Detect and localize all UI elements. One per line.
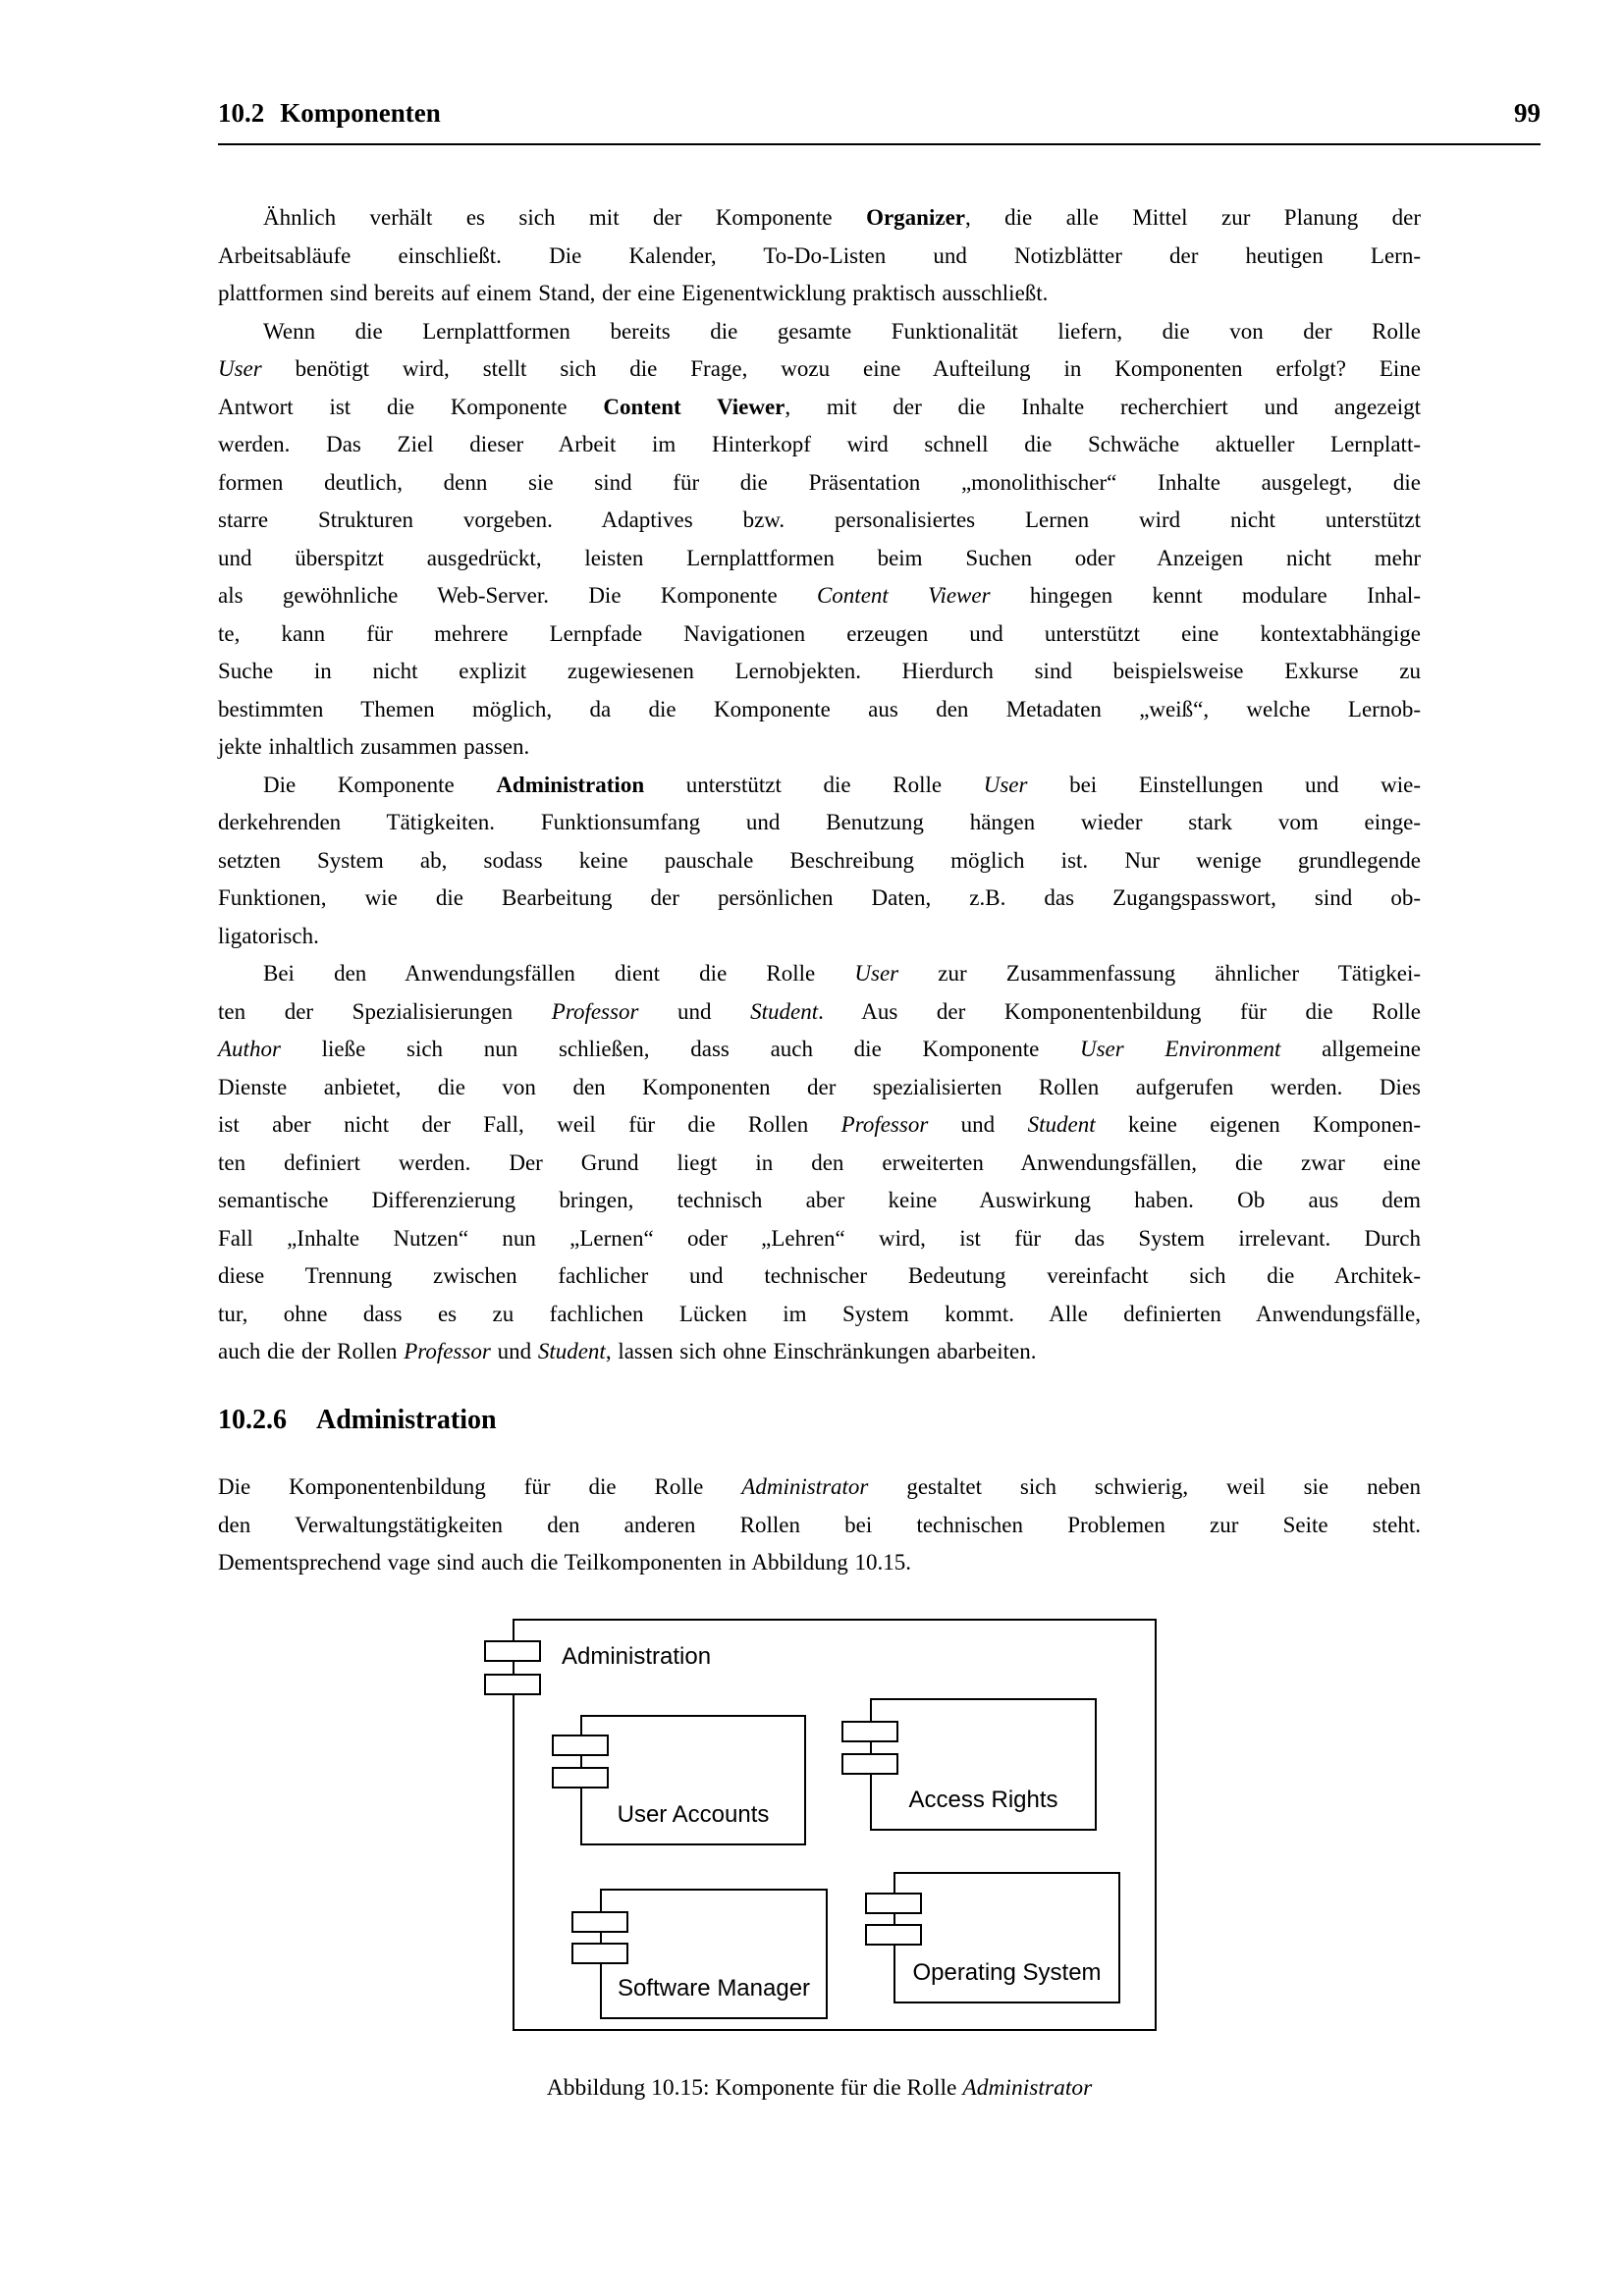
text-line: semantische Differenzierung bringen, technisch aber keine Auswirkung haben. Ob aus dem: [218, 1188, 1421, 1212]
text-line: Suche in nicht explizit zugewiesenen Lernobjekten. Hierdurch sind beispielsweise Exkurse zu: [218, 659, 1421, 683]
text-line: te, kann für mehrere Lernpfade Navigationen erzeugen und unterstützt eine kontextabhängige: [218, 620, 1421, 646]
header-rule: [218, 143, 1541, 145]
text-line: Author ließe sich nun schließen, dass auch die Komponente User Environment allgemeine: [218, 1037, 1421, 1061]
body-text: [218, 199, 1421, 1371]
paragraph: [218, 767, 1421, 956]
section-number: 10.2: [218, 98, 265, 128]
component-icon-tab: [484, 1640, 541, 1662]
text-line: Dementsprechend vage sind auch die Teilkomponenten in Abbildung 10.15.: [218, 1550, 912, 1575]
component-icon-tab: [571, 1943, 628, 1964]
component-icon-tab: [841, 1721, 898, 1742]
running-header-section: [218, 98, 441, 128]
text-line: derkehrenden Tätigkeiten. Funktionsumfang und Benutzung hängen wieder stark vom einge-: [218, 810, 1421, 834]
uml-component-access-rights: [870, 1698, 1097, 1831]
text-line: Ähnlich verhält es sich mit der Komponente Organizer, die alle Mittel zur Planung der: [263, 205, 1421, 230]
text-line: ten definiert werden. Der Grund liegt in den erweiterten Anwendungsfällen, die zwar eine: [218, 1149, 1421, 1175]
text-line: Die Komponente Administration unterstützt die Rolle User bei Einstellungen und wie-: [263, 772, 1421, 797]
section-title: Komponenten: [280, 98, 441, 128]
text-line: Dienste anbietet, die von den Komponenten der spezialisierten Rollen aufgerufen werden. Dies: [218, 1074, 1421, 1099]
text-line: auch die der Rollen Professor und Student, lassen sich ohne Einschränkungen abarbeiten.: [218, 1339, 1037, 1363]
text-line: ist aber nicht der Fall, weil für die Rollen Professor und Student keine eigenen Komponen-: [218, 1112, 1421, 1137]
component-icon-tab: [865, 1924, 922, 1946]
component-label: Software Manager: [617, 1975, 811, 2002]
component-icon-tab: [571, 1911, 628, 1933]
text-line: jekte inhaltlich zusammen passen.: [218, 734, 530, 759]
text-line: Antwort ist die Komponente Content Viewer, mit der die Inhalte recherchiert und angezeigt: [218, 394, 1421, 419]
paragraph: [218, 955, 1421, 1371]
uml-component-user-accounts: [580, 1715, 806, 1845]
text-line: Die Komponentenbildung für die Rolle Administrator gestaltet sich schwierig, weil sie neben: [218, 1474, 1421, 1499]
component-icon-tab: [552, 1735, 609, 1756]
text-line: und überspitzt ausgedrückt, leisten Lernplattformen beim Suchen oder Anzeigen nicht mehr: [218, 545, 1421, 570]
text-line: Funktionen, wie die Bearbeitung der persönlichen Daten, z.B. das Zugangspasswort, sind ob-: [218, 885, 1421, 910]
paragraph: [218, 199, 1421, 313]
component-label: Access Rights: [908, 1787, 1058, 1813]
figure-caption: Abbildung 10.15: Komponente für die Rolle Administrator: [546, 2075, 1093, 2101]
component-label: Operating System: [912, 1959, 1102, 1986]
uml-component-operating-system: [893, 1872, 1120, 2003]
text-line: diese Trennung zwischen fachlicher und technischer Bedeutung vereinfacht sich die Architek-: [218, 1263, 1421, 1288]
uml-component-software-manager: [600, 1889, 828, 2019]
paragraph: [218, 1468, 1421, 1582]
text-line: plattformen sind bereits auf einem Stand, der eine Eigenentwicklung praktisch ausschließt.: [218, 281, 1049, 305]
text-line: Bei den Anwendungsfällen dient die Rolle User zur Zusammenfassung ähnlicher Tätigkei-: [263, 961, 1422, 986]
text-line: bestimmten Themen möglich, da die Komponente aus den Metadaten „weiß“, welche Lernob-: [218, 696, 1421, 721]
text-line: setzten System ab, sodass keine pauschale Beschreibung möglich ist. Nur wenige grundlegende: [218, 847, 1421, 873]
text-line: Wenn die Lernplattformen bereits die gesamte Funktionalität liefern, die von der Rolle: [263, 318, 1421, 344]
uml-component-administration: [513, 1619, 1157, 2031]
running-header: [218, 98, 1541, 128]
paragraph: [218, 313, 1421, 767]
component-icon-tab: [484, 1674, 541, 1695]
text-line: ten der Spezialisierungen Professor und Student. Aus der Komponentenbildung für die Rolle: [218, 998, 1421, 1024]
text-line: tur, ohne dass es zu fachlichen Lücken im System kommt. Alle definierten Anwendungsfälle,: [218, 1301, 1421, 1326]
component-icon-tab: [865, 1893, 922, 1914]
component-icon-tab: [841, 1753, 898, 1775]
text-line: Fall „Inhalte Nutzen“ nun „Lernen“ oder „Lehren“ wird, ist für das System irrelevant. Durch: [218, 1225, 1421, 1251]
subsection-number: 10.2.6: [218, 1405, 287, 1435]
text-line: als gewöhnliche Web-Server. Die Komponente Content Viewer hingegen kennt modulare Inhal-: [218, 583, 1421, 608]
subsection-title: Administration: [316, 1405, 497, 1435]
component-label: User Accounts: [617, 1801, 770, 1828]
text-line: User benötigt wird, stellt sich die Frage, wozu eine Aufteilung in Komponenten erfolgt? Eine: [218, 356, 1421, 381]
component-label: Administration: [562, 1643, 712, 1670]
text-line: Arbeitsabläufe einschließt. Die Kalender, To-Do-Listen und Notizblätter der heutigen Lern-: [218, 242, 1421, 268]
text-line: starre Strukturen vorgeben. Adaptives bzw. personalisiertes Lernen wird nicht unterstützt: [218, 507, 1421, 532]
component-icon-tab: [552, 1767, 609, 1789]
page-number: 99: [1514, 98, 1541, 128]
subsection-heading: [218, 1404, 497, 1437]
text-line: formen deutlich, denn sie sind für die Präsentation „monolithischer“ Inhalte ausgelegt, die: [218, 469, 1421, 495]
text-line: ligatorisch.: [218, 923, 319, 948]
text-line: den Verwaltungstätigkeiten den anderen Rollen bei technischen Problemen zur Seite steht.: [218, 1512, 1421, 1537]
text-line: werden. Das Ziel dieser Arbeit im Hinterkopf wird schnell die Schwäche aktueller Lernplatt-: [218, 432, 1421, 456]
